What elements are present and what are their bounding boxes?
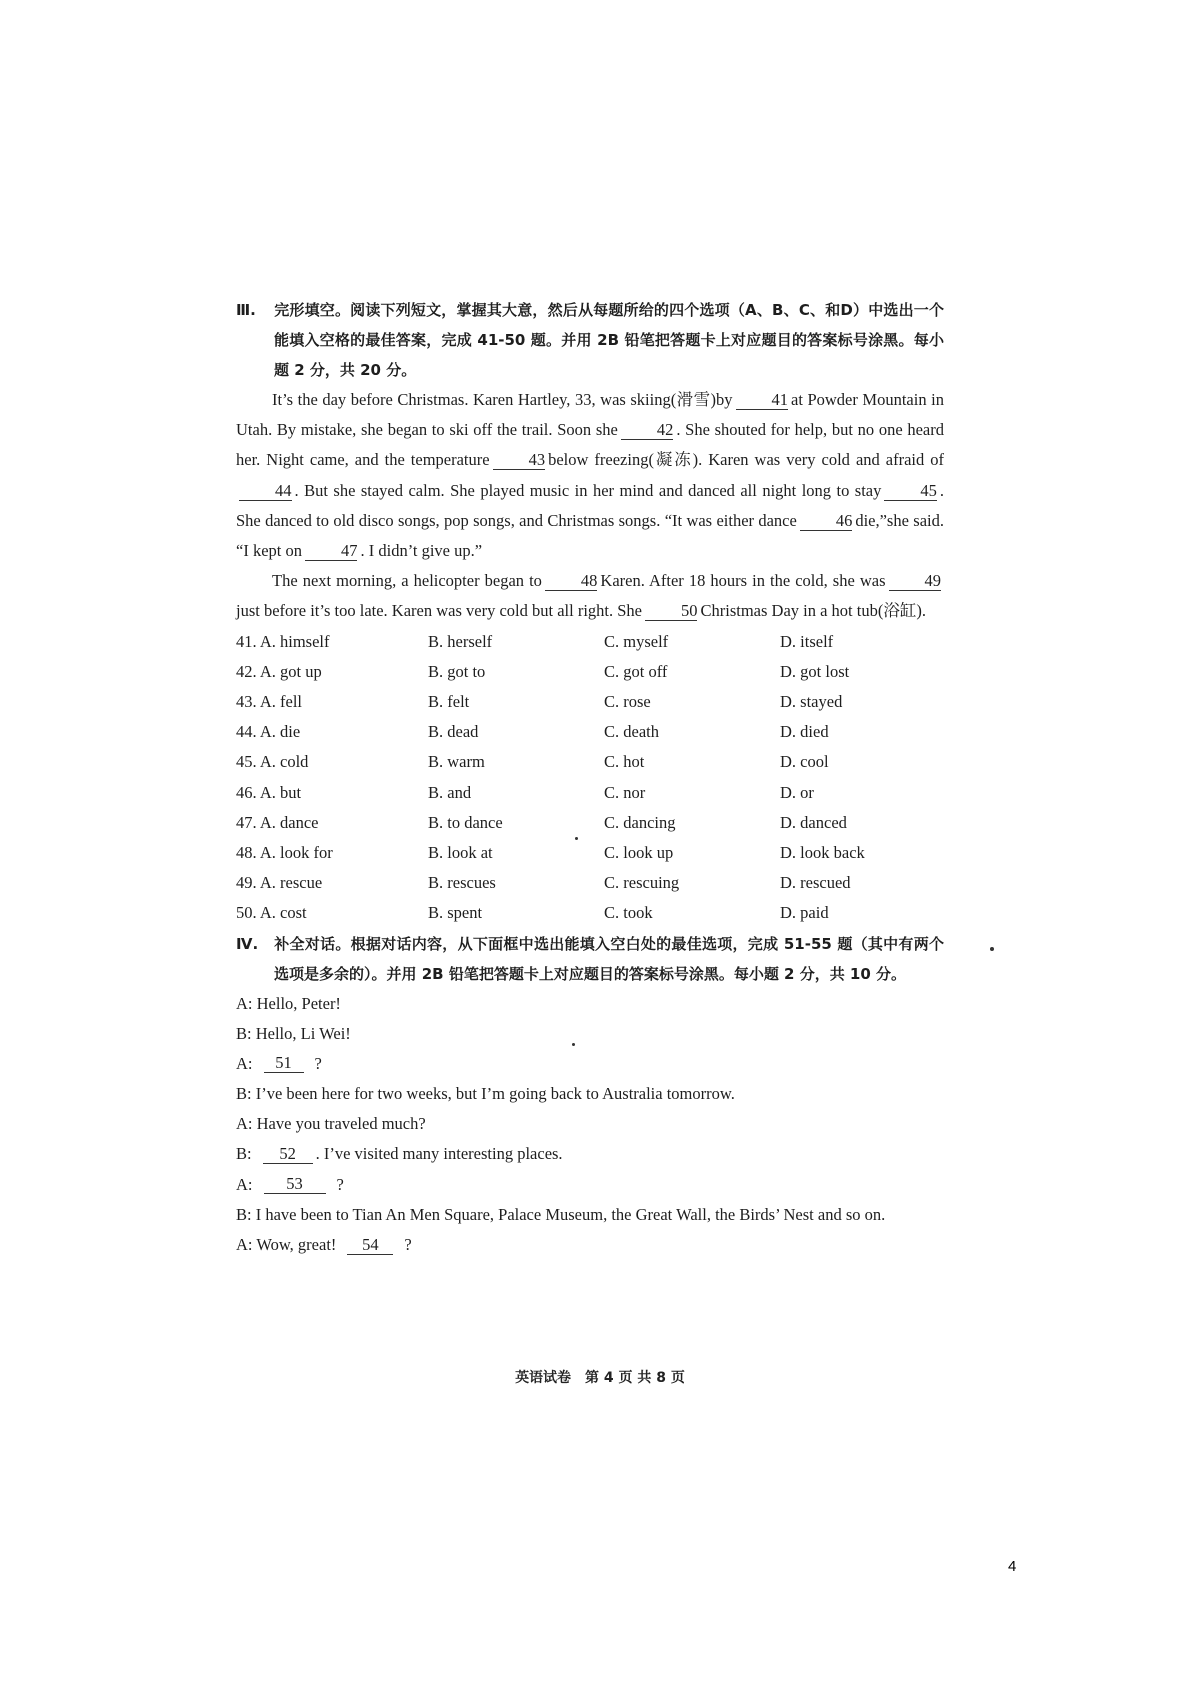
option-row: [236, 778, 944, 808]
blank-43: 43: [493, 451, 546, 470]
option-row: [236, 838, 944, 868]
section-4-number: Ⅳ.: [236, 934, 259, 953]
option-c: C. death: [604, 722, 659, 742]
scan-speck: [575, 837, 578, 840]
passage-text: It’s the day before Christmas. Karen Hartley, 33, was skiing(滑雪)by: [272, 390, 733, 409]
option-b: B. rescues: [428, 873, 496, 893]
passage-text: . But she stayed calm. She played music in her mind and danced all night long to stay: [294, 480, 882, 500]
page-number: 4: [1008, 1558, 1017, 1575]
option-c: C. nor: [604, 782, 646, 802]
option-d: D. cool: [780, 752, 829, 772]
section-4-text: 补全对话。根据对话内容，从下面框中选出能填入空白处的最佳选项，完成 51-55 题（其中有两个选项是多余的）。并用 2B 铅笔把答题卡上对应题目的答案标号涂黑。每小题 2 分，共 10 分。: [274, 934, 944, 983]
option-d: D. paid: [780, 903, 829, 923]
option-row: [236, 687, 944, 717]
dialogue-line: B: Hello, Li Wei!: [236, 1023, 351, 1043]
cloze-paragraph-2: [236, 566, 944, 626]
option-b: B. look at: [428, 842, 493, 862]
passage-text: die,”she said. “I kept on: [236, 510, 944, 561]
blank-47: 47: [305, 542, 358, 561]
option-d: D. stayed: [780, 692, 843, 711]
speaker-label: B:: [236, 1144, 252, 1164]
passage-text: at Powder Mountain in Utah. By mistake, she began to ski off the trail. Soon she: [236, 390, 944, 440]
blank-41: 41: [736, 391, 789, 410]
option-a: 46. A. but: [236, 782, 302, 802]
option-d: D. got lost: [780, 661, 850, 681]
blank-42: 42: [621, 421, 674, 440]
option-b: B. spent: [428, 903, 483, 923]
section-3-number: Ⅲ.: [236, 301, 256, 319]
passage-text: The next morning, a helicopter began to: [272, 571, 542, 591]
option-c: C. dancing: [604, 812, 676, 832]
option-a: 44. A. die: [236, 722, 301, 742]
option-a: 49. A. rescue: [236, 873, 323, 893]
speaker-label: A: Wow, great!: [236, 1235, 337, 1254]
blank-45: 45: [884, 482, 937, 501]
cloze-paragraph-1: [236, 385, 944, 566]
page-footer: 英语试卷 第 4 页 共 8 页: [515, 1370, 685, 1386]
option-a: 43. A. fell: [236, 692, 302, 711]
section-3-instruction: [236, 295, 944, 385]
option-d: D. died: [780, 722, 829, 742]
option-row: [236, 717, 944, 747]
option-a: 41. A. himself: [236, 631, 330, 651]
option-b: B. felt: [428, 692, 470, 711]
option-d: D. look back: [780, 842, 865, 862]
blank-49: 49: [889, 572, 942, 591]
blank-51: 51: [264, 1054, 304, 1073]
passage-text: . I didn’t give up.”: [360, 541, 483, 561]
option-b: B. warm: [428, 752, 485, 772]
dialogue-line: B: I’ve been here for two weeks, but I’m going back to Australia tomorrow.: [236, 1084, 735, 1104]
blank-54: 54: [347, 1236, 393, 1255]
option-row: [236, 657, 944, 687]
dialogue-line: A: Have you traveled much?: [236, 1114, 426, 1134]
option-row: [236, 627, 944, 657]
option-d: D. or: [780, 782, 814, 802]
option-row: [236, 868, 944, 898]
option-c: C. myself: [604, 631, 669, 651]
option-c: C. got off: [604, 661, 668, 681]
passage-text: Christmas Day in a hot tub(浴缸).: [700, 601, 926, 621]
passage-text: below freezing(凝冻). Karen was very cold and afraid of: [548, 450, 944, 470]
option-a: 47. A. dance: [236, 812, 319, 832]
dialogue-line: [236, 1230, 944, 1260]
option-b: B. got to: [428, 661, 486, 681]
blank-53: 53: [264, 1175, 326, 1194]
section-3-text: 完形填空。阅读下列短文，掌握其大意，然后从每题所给的四个选项（A、B、C、和D）中选出一个能填入空格的最佳答案，完成 41-50 题。并用 2B 铅笔把答题卡上对应题目的答案标号涂黑。每小题 2 分，共 20 分。: [274, 301, 944, 379]
option-c: C. hot: [604, 752, 645, 772]
speaker-label: A:: [236, 1053, 253, 1073]
option-c: C. rescuing: [604, 873, 680, 893]
dialogue-text: ?: [404, 1235, 412, 1254]
dialogue-line: [236, 1049, 944, 1079]
option-d: D. danced: [780, 812, 847, 832]
option-b: B. dead: [428, 722, 479, 742]
dialogue-text: ?: [336, 1174, 344, 1194]
answer-options: [236, 627, 944, 929]
option-row: [236, 747, 944, 777]
blank-48: 48: [545, 572, 598, 591]
blank-52: 52: [263, 1145, 313, 1164]
option-b: B. and: [428, 782, 472, 802]
passage-text: just before it’s too late. Karen was very cold but all right. She: [236, 601, 642, 621]
passage-text: Karen. After 18 hours in the cold, she was: [600, 571, 886, 591]
option-a: 48. A. look for: [236, 842, 333, 862]
passage-text: . She danced to old disco songs, pop songs, and Christmas songs. “It was either dance: [236, 480, 944, 530]
section-4-instruction: [236, 929, 944, 989]
dialogue-line: [236, 1139, 944, 1169]
option-a: 42. A. got up: [236, 661, 322, 681]
blank-46: 46: [800, 512, 853, 531]
option-c: C. rose: [604, 692, 651, 711]
option-d: D. rescued: [780, 873, 851, 893]
option-c: C. look up: [604, 842, 674, 862]
speaker-label: A:: [236, 1174, 253, 1194]
option-b: B. to dance: [428, 812, 503, 832]
blank-50: 50: [645, 602, 698, 621]
option-d: D. itself: [780, 631, 834, 651]
dialogue-text: ?: [314, 1053, 322, 1073]
option-row: [236, 898, 944, 928]
scan-speck: [990, 947, 994, 951]
passage-text: . She shouted for help, but no one heard her. Night came, and the temperature: [236, 420, 944, 470]
scan-speck: [572, 1043, 575, 1046]
dialogue-text: . I’ve visited many interesting places.: [315, 1144, 563, 1164]
dialogue-line: [236, 1170, 944, 1200]
option-a: 50. A. cost: [236, 903, 307, 923]
option-a: 45. A. cold: [236, 752, 309, 772]
option-c: C. took: [604, 903, 653, 923]
exam-page: [236, 295, 944, 1260]
dialogue-line: B: I have been to Tian An Men Square, Palace Museum, the Great Wall, the Birds’ Nest and so on.: [236, 1204, 886, 1224]
dialogue-line: A: Hello, Peter!: [236, 993, 341, 1013]
option-row: [236, 808, 944, 838]
option-b: B. herself: [428, 631, 493, 651]
dialogue: [236, 989, 944, 1261]
blank-44: 44: [239, 482, 292, 501]
